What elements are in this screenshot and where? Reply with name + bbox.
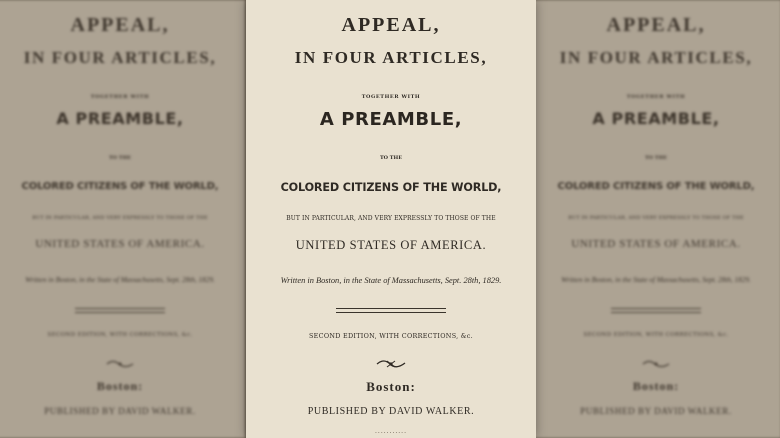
- addressees: COLORED CITIZENS OF THE WORLD,: [21, 181, 219, 192]
- publisher: PUBLISHED BY DAVID WALKER.: [307, 406, 475, 417]
- subtitle: IN FOUR ARTICLES,: [294, 48, 488, 67]
- left-blurred-copy: [0, 0, 245, 438]
- but-in-particular: BUT IN PARTICULAR, AND VERY EXPRESSLY TO THOSE OF THE: [568, 215, 744, 221]
- subtitle: IN FOUR ARTICLES,: [23, 48, 217, 67]
- preamble: A PREAMBLE,: [56, 109, 184, 128]
- written-in: Written in Boston, in the State of Massachusetts, Sept. 28th, 1829.: [280, 276, 502, 285]
- fleuron-icon: [0, 354, 245, 366]
- title: APPEAL,: [70, 14, 170, 36]
- double-rule: [336, 308, 446, 313]
- edition: SECOND EDITION, WITH CORRECTIONS, &c.: [583, 332, 729, 338]
- double-rule: [75, 308, 165, 313]
- together-with: TOGETHER WITH: [361, 94, 421, 100]
- fleuron-icon: [246, 354, 536, 366]
- preamble: A PREAMBLE,: [319, 109, 463, 130]
- place: Boston:: [366, 379, 416, 394]
- to-the: TO THE: [379, 155, 403, 161]
- preamble: A PREAMBLE,: [592, 109, 720, 128]
- written-in: Written in Boston, in the State of Massachusetts, Sept. 28th, 1829.: [561, 276, 751, 284]
- footer-dots: ...........: [375, 428, 407, 435]
- but-in-particular: BUT IN PARTICULAR, AND VERY EXPRESSLY TO THOSE OF THE: [286, 215, 496, 222]
- nation: UNITED STATES OF AMERICA.: [571, 238, 741, 250]
- title-page: [246, 0, 536, 438]
- publisher: PUBLISHED BY DAVID WALKER.: [44, 406, 196, 416]
- title: APPEAL,: [341, 14, 441, 36]
- subtitle: IN FOUR ARTICLES,: [559, 48, 753, 67]
- place: Boston:: [96, 379, 144, 393]
- edition: SECOND EDITION, WITH CORRECTIONS, &c.: [309, 332, 473, 340]
- fleuron-icon: [531, 354, 780, 366]
- edition: SECOND EDITION, WITH CORRECTIONS, &c.: [47, 332, 193, 338]
- title: APPEAL,: [606, 14, 706, 36]
- right-blurred-copy: [531, 0, 780, 438]
- addressees: COLORED CITIZENS OF THE WORLD,: [557, 181, 755, 192]
- to-the: TO THE: [108, 155, 132, 161]
- publisher: PUBLISHED BY DAVID WALKER.: [580, 406, 732, 416]
- to-the: TO THE: [644, 155, 668, 161]
- place: Boston:: [632, 379, 680, 393]
- nation: UNITED STATES OF AMERICA.: [295, 238, 487, 252]
- together-with: TOGETHER WITH: [90, 94, 150, 100]
- nation: UNITED STATES OF AMERICA.: [35, 238, 205, 250]
- addressees: COLORED CITIZENS OF THE WORLD,: [280, 181, 502, 194]
- double-rule: [611, 308, 701, 313]
- together-with: TOGETHER WITH: [626, 94, 686, 100]
- written-in: Written in Boston, in the State of Massachusetts, Sept. 28th, 1829.: [25, 276, 215, 284]
- but-in-particular: BUT IN PARTICULAR, AND VERY EXPRESSLY TO THOSE OF THE: [32, 215, 208, 221]
